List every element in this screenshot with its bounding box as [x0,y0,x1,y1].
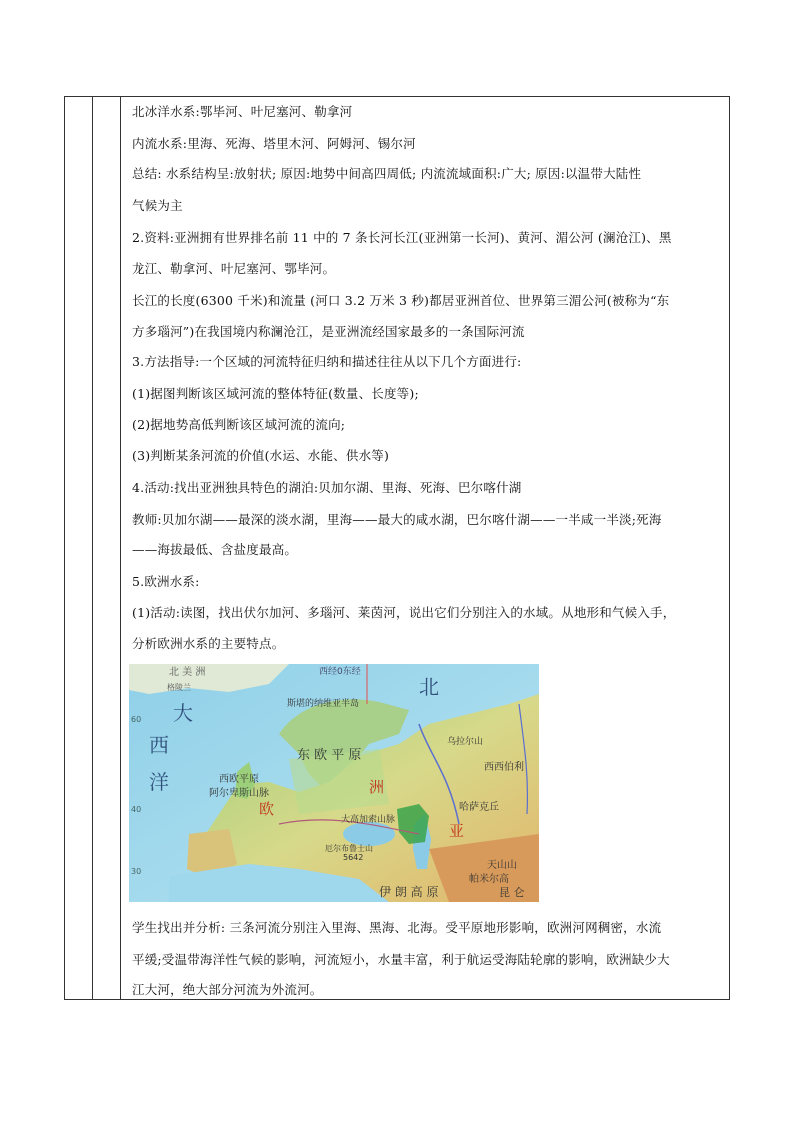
map-label: 阿尔卑斯山脉 [209,788,269,799]
text-line: 4.活动:找出亚洲独具特色的湖泊:贝加尔湖、里海、死海、巴尔喀什湖 [132,480,522,495]
map-label: 西欧平原 [219,774,259,785]
map-label: 西西伯利 [484,762,524,773]
map-label: 格陵兰 [167,683,191,692]
map-label: 亚 [449,822,465,840]
map-label: 大 [173,701,193,725]
map-label: 欧 [259,800,275,818]
text-line: 总结: 水系结构呈:放射状; 原因:地势中间高四周低; 内流流域面积:广大; 原因:以温带大陆性 [132,166,642,181]
text-line: 分析欧洲水系的主要特点。 [132,636,285,651]
map-label: 斯堪的纳维亚半岛 [287,699,360,709]
text-line: (3)判断某条河流的价值(水运、水能、供水等) [132,448,390,463]
map-label: 洲 [369,778,385,796]
text-line: ——海拔最低、含盐度最高。 [132,542,298,557]
text-line: 气候为主 [132,198,183,213]
text-line: 北冰洋水系:鄂毕河、叶尼塞河、勒拿河 [132,104,353,119]
map-label: 伊 朗 高 原 [379,885,439,899]
europe-physical-map [129,664,539,902]
text-line: 长江的长度(6300 千米)和流量 (河口 3.2 万米 3 秒)都居亚洲首位、世界第三湄公河(被称为“东 [132,293,670,308]
map-label: 北 美 洲 [169,667,206,678]
map-label: 乌拉尔山 [447,737,484,747]
map-label: 哈萨克丘 [459,802,499,813]
text-line: 5.欧洲水系: [132,574,200,589]
text-line: 学生找出并分析: 三条河流分别注入里海、黑海、北海。受平原地形影响，欧洲河网稠密，水流 [132,920,662,935]
text-line: 2.资料:亚洲拥有世界排名前 11 中的 7 条长河长江(亚洲第一长河)、黄河、湄公河 (澜沧江)、黑 [132,230,672,245]
text-line: 3.方法指导:一个区域的河流特征归纳和描述往往从以下几个方面进行: [132,354,522,369]
text-line: (2)据地势高低判断该区域河流的流向; [132,417,346,432]
text-line: 方多瑙河”)在我国境内称澜沧江，是亚洲流经国家最多的一条国际河流 [132,324,525,339]
map-label: 大高加索山脉 [341,815,396,825]
text-line: 教师:贝加尔湖——最深的淡水湖，里海——最大的咸水湖，巴尔喀什湖——一半咸一半淡;死海 [132,512,662,527]
map-label: 60 [131,715,142,724]
map-label: 昆 仑 [499,886,525,899]
black-sea [343,822,395,846]
text-line: 平缓;受温带海洋性气候的影响，河流短小，水量丰富，利于航运受海陆轮廓的影响，欧洲缺少大 [132,952,670,967]
map-label: 5642 [343,853,364,862]
map-label: 30 [131,867,142,876]
map-label: 西 [149,733,169,757]
map-label: 洋 [149,770,169,794]
table-column-divider [92,96,93,1000]
map-label: 40 [131,805,142,814]
map-label: 天山山 [487,860,517,871]
map-label: 厄尔布鲁士山 [325,844,373,853]
text-line: 龙江、勒拿河、叶尼塞河、鄂毕河。 [132,261,336,276]
text-line: 江大河，绝大部分河流为外流河。 [132,982,323,997]
map-label: 西经0东经 [319,667,361,677]
text-line: 内流水系:里海、死海、塔里木河、阿姆河、锡尔河 [132,136,416,151]
map-label: 北 [419,675,439,699]
map-label: 帕米尔高 [469,874,509,885]
map-label: 东 欧 平 原 [297,748,362,763]
table-column-divider [120,96,121,1000]
text-line: (1)活动:读图，找出伏尔加河、多瑙河、莱茵河，说出它们分别注入的水域。从地形和气候入手， [132,605,676,620]
text-line: (1)据图判断该区域河流的整体特征(数量、长度等); [132,386,419,401]
